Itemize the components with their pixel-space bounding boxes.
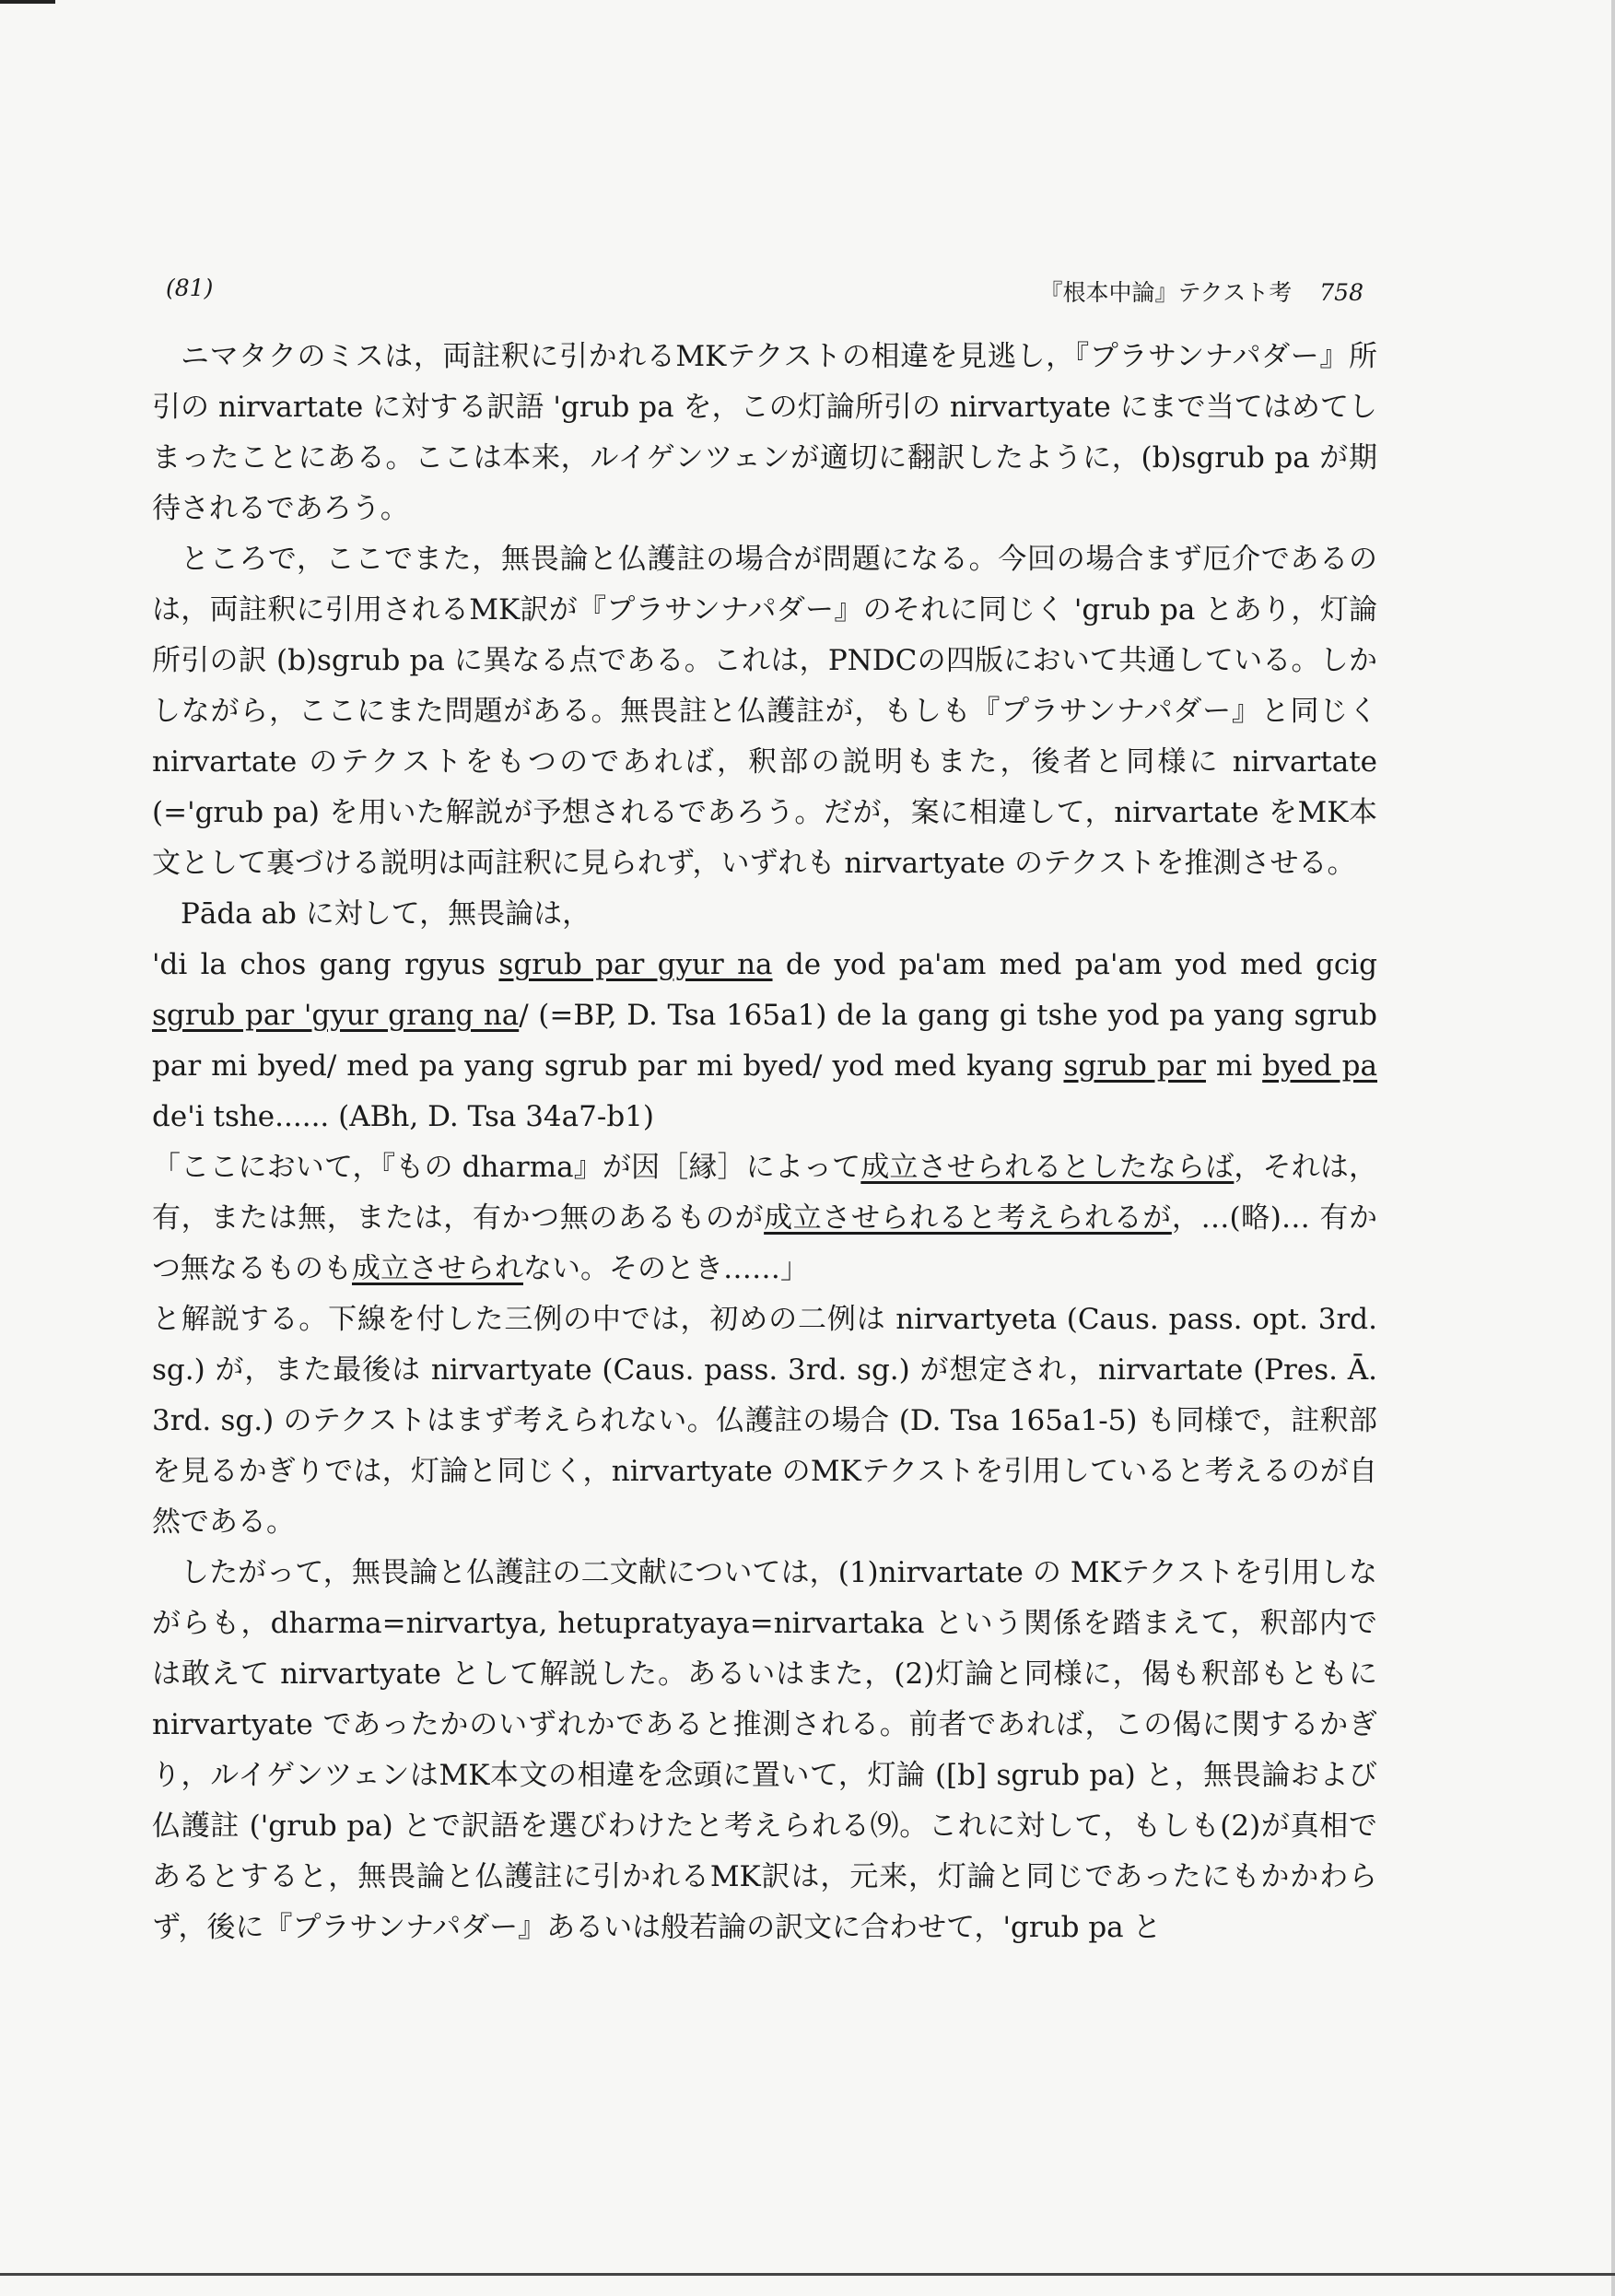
- quote-text: de yod pa'am med pa'am yod med gcig: [772, 948, 1377, 981]
- page-number-right: 758: [1319, 279, 1363, 306]
- paragraph-5: したがって，無畏論と仏護註の二文献については，(1)nirvartate の MKテクストを引用しながらも，dharma=nirvartya, hetupratyaya=nirvartaka という関係を踏まえて，釈部内では敢えて nirvartyate として解説した。あるいはまた，(2)灯論と同様に，偈も釈部もともに nirvartyate であったかのいずれかであると推測される。前者であれば，この偈に関するかぎり，ルイゲンツェンはMK本文の相違を念頭に置いて，灯論 ([b] sgrub pa) と，無畏論および仏護註 ('grub pa) とで訳語を選びわけたと考えられる⑼。これに対して，もしも(2)が真相であるとすると，無畏論と仏護註に引かれるMK訳は，元来，灯論と同じであったにもかかわらず，後に『プラサンナパダー』あるいは般若論の訳文に合わせて，'grub pa と: [152, 1556, 1377, 1944]
- paragraph-2: ところで，ここでまた，無畏論と仏護註の場合が問題になる。今回の場合まず厄介であるのは，両註釈に引用されるMK訳が『プラサンナパダー』のそれに同じく 'grub pa とあり，灯論所引の訳 (b)sgrub pa に異なる点である。これは，PNDCの四版において共通している。しかしながら，ここにまた問題がある。無畏註と仏護註が，もしも『プラサンナパダー』と同じく nirvartate のテクストをもつのであれば，釈部の説明もまた，後者と同様に nirvartate (='grub pa) を用いた解説が予想されるであろう。だが，案に相違して，nirvartate をMK本文として裏づける説明は両註釈に見られず，いずれも nirvartyate のテクストを推測させる。: [152, 543, 1377, 880]
- scan-edge-right: [1611, 0, 1615, 2296]
- running-title: 『根本中論』テクスト考: [1039, 279, 1293, 306]
- underlined-phrase: sgrub par gyur na: [498, 948, 773, 981]
- quote-text: de'i tshe...... (ABh, D. Tsa 34a7-b1): [152, 1100, 654, 1133]
- underlined-phrase: byed pa: [1262, 1049, 1377, 1083]
- scan-edge-top: [0, 0, 55, 4]
- quote-text: 「ここにおいて，『もの dharma』が因［縁］によって: [152, 1151, 861, 1184]
- underlined-phrase: sgrub par 'gyur grang na: [152, 999, 520, 1032]
- quote-text: ，それは，有，または無，または，有かつ無のあるものが: [152, 1151, 1378, 1235]
- tibetan-quotation: [152, 940, 1377, 1142]
- underlined-phrase: 成立させられ: [352, 1252, 523, 1285]
- quote-text: 'di la chos gang rgyus: [152, 948, 499, 981]
- page-body: [152, 332, 1377, 1953]
- quote-text: ない。そのとき……」: [523, 1252, 809, 1285]
- underlined-phrase: sgrub par: [1063, 1049, 1206, 1083]
- quote-text: / (=BP, D. Tsa 165a1) de la gang gi tshe yod pa yang sgrub par mi byed/ med pa yang sgrub par mi byed/ yod med kyang: [152, 999, 1377, 1083]
- paragraph-4: と解説する。下線を付した三例の中では，初めの二例は nirvartyeta (Caus. pass. opt. 3rd. sg.) が，また最後は nirvartyate (Caus. pass. 3rd. sg.) が想定され，nirvartate (Pres. Ā. 3rd. sg.) のテクストはまず考えられない。仏護註の場合 (D. Tsa 165a1-5) も同様で，註釈部を見るかぎりでは，灯論と同じく，nirvartyate のMKテクストを引用していると考えるのが自然である。: [152, 1303, 1377, 1539]
- underlined-phrase: 成立させられると考えられるが: [764, 1201, 1172, 1235]
- quote-text: ，…(略)… 有かつ無なるものも: [152, 1201, 1378, 1285]
- scan-edge-bottom: [0, 2273, 1615, 2276]
- page-number-left: (81): [166, 275, 214, 301]
- quote-text: mi: [1205, 1049, 1263, 1083]
- running-header: [1040, 275, 1363, 308]
- paragraph-1: ニマタクのミスは，両註釈に引かれるMKテクストの相違を見逃し，『プラサンナパダー』所引の nirvartate に対する訳語 'grub pa を，この灯論所引の nirvartyate にまで当てはめてしまったことにある。ここは本来，ルイゲンツェンが適切に翻訳したように，(b)sgrub pa が期待されるであろう。: [152, 340, 1377, 525]
- paragraph-3: Pāda ab に対して，無畏論は，: [181, 897, 591, 931]
- underlined-phrase: 成立させられるとしたならば: [860, 1151, 1235, 1184]
- page-header: [166, 275, 1363, 311]
- japanese-translation-quotation: [152, 1142, 1377, 1294]
